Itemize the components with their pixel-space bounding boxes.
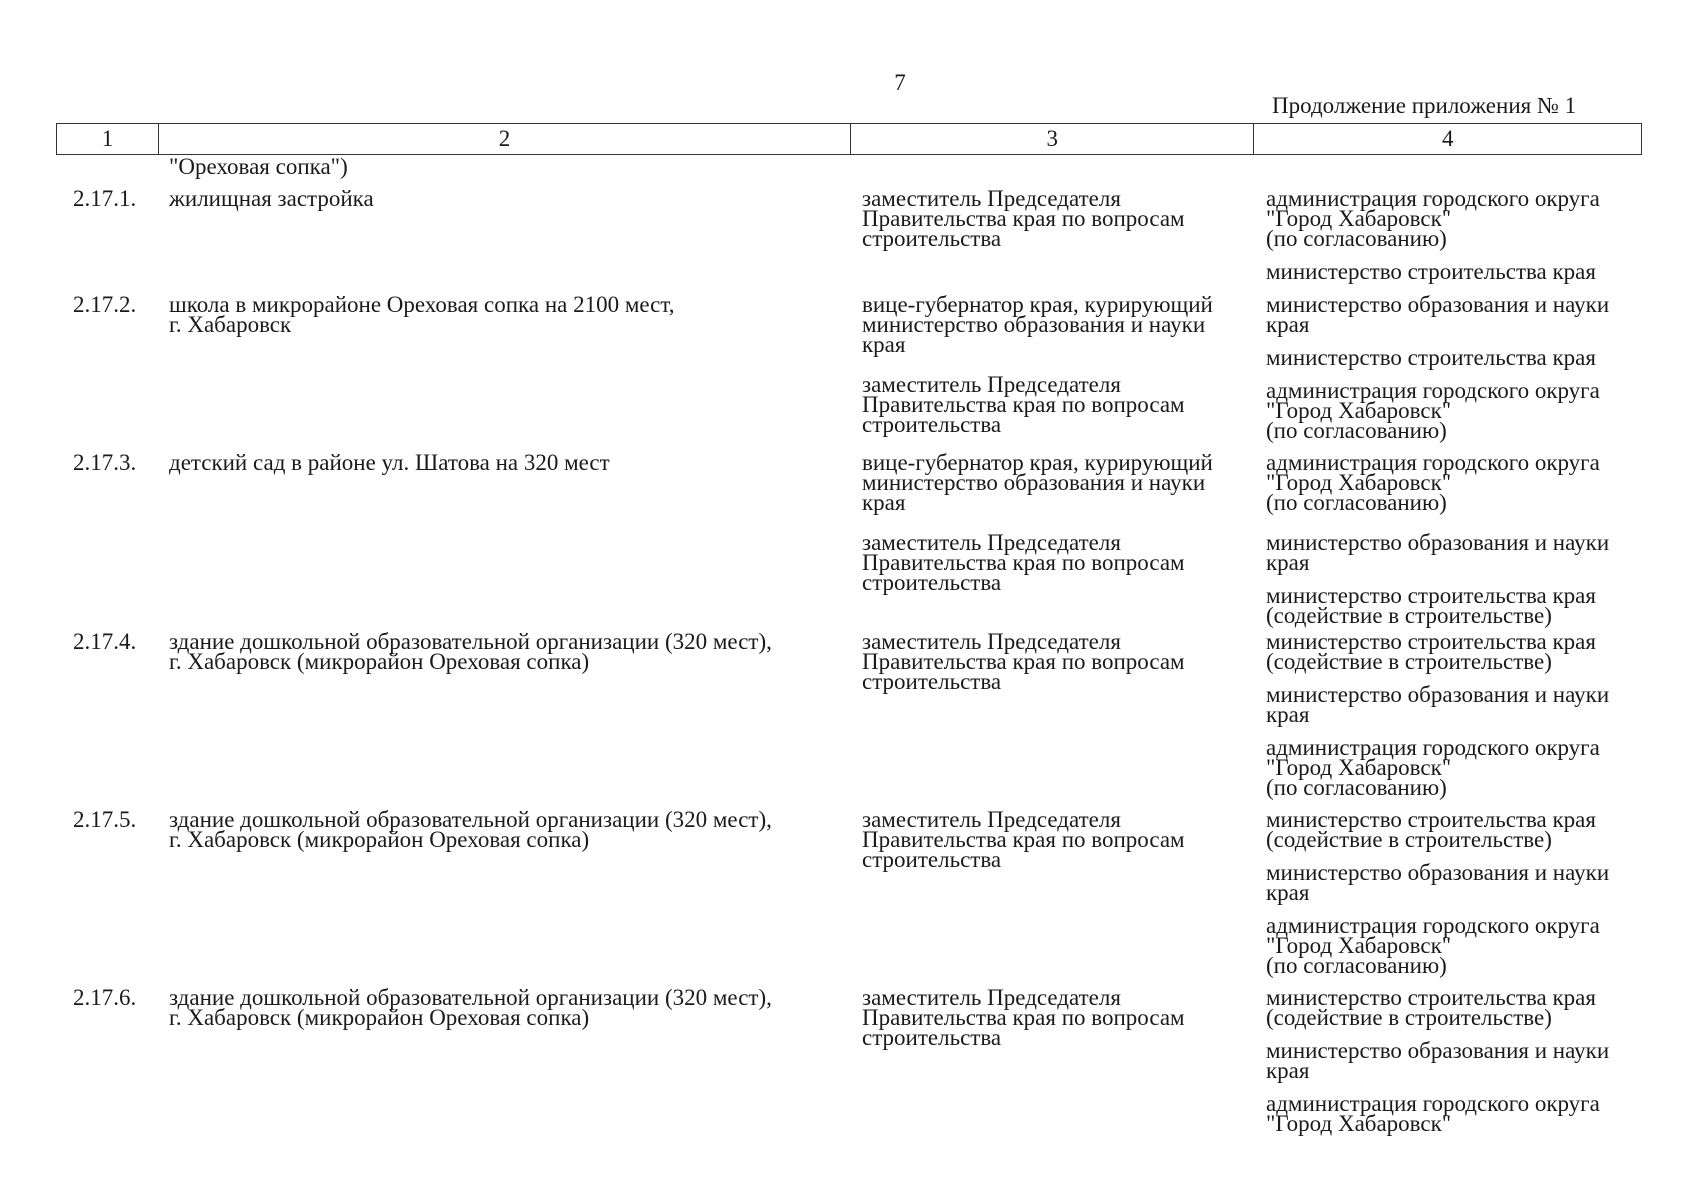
item-name-line: здание дошкольной образовательной организации (320 мест),: [169, 807, 772, 832]
header-col-2: 2: [159, 124, 851, 154]
executor-line: администрация городского округа: [1266, 378, 1600, 403]
item-name-line: г. Хабаровск (микрорайон Ореховая сопка): [169, 827, 590, 852]
responsible-line: края: [862, 332, 906, 357]
responsible-line: строительства: [862, 226, 1002, 251]
row-number: 2.17.1.: [73, 186, 137, 211]
page-number: 7: [894, 70, 906, 95]
executor-line: министерство строительства края: [1266, 807, 1596, 832]
responsible-line: строительства: [862, 1025, 1002, 1050]
executor-line: министерство образования и науки: [1266, 530, 1610, 555]
executor-line: "Город Хабаровск": [1266, 206, 1452, 231]
item-name-line: детский сад в районе ул. Шатова на 320 мест: [169, 450, 610, 475]
item-name-line: здание дошкольной образовательной организации (320 мест),: [169, 629, 772, 654]
executor-line: края: [1266, 550, 1310, 575]
responsible-line: министерство образования и науки: [862, 312, 1206, 337]
header-col-3: 3: [851, 124, 1254, 154]
executor-line: администрация городского округа: [1266, 913, 1600, 938]
executor-line: "Город Хабаровск": [1266, 398, 1452, 423]
executor-line: края: [1266, 1058, 1310, 1083]
executor-line: края: [1266, 312, 1310, 337]
executor-line: администрация городского округа: [1266, 450, 1600, 475]
item-name-line: школа в микрорайоне Ореховая сопка на 2100 мест,: [169, 292, 675, 317]
responsible-line: Правительства края по вопросам: [862, 827, 1185, 852]
item-name-line: г. Хабаровск: [169, 312, 292, 337]
appendix-continuation-label: Продолжение приложения № 1: [1272, 93, 1577, 118]
responsible-line: заместитель Председателя: [862, 530, 1121, 555]
executor-line: "Город Хабаровск": [1266, 755, 1452, 780]
executor-line: министерство строительства края: [1266, 345, 1596, 370]
executor-line: (содействие в строительстве): [1266, 603, 1552, 628]
executor-line: (по согласованию): [1266, 226, 1447, 251]
responsible-line: вице-губернатор края, курирующий: [862, 292, 1213, 317]
responsible-line: министерство образования и науки: [862, 470, 1206, 495]
responsible-line: строительства: [862, 669, 1002, 694]
executor-line: министерство строительства края: [1266, 985, 1596, 1010]
responsible-line: строительства: [862, 412, 1002, 437]
executor-line: министерство строительства края: [1266, 259, 1596, 284]
row-number: 2.17.2.: [73, 292, 137, 317]
responsible-line: заместитель Председателя: [862, 372, 1121, 397]
executor-line: "Город Хабаровск": [1266, 470, 1452, 495]
row-number: 2.17.4.: [73, 629, 137, 654]
item-name-line: жилищная застройка: [169, 186, 374, 211]
carryover-text: "Ореховая сопка"): [169, 154, 348, 179]
executor-line: "Город Хабаровск": [1266, 933, 1452, 958]
responsible-line: заместитель Председателя: [862, 807, 1121, 832]
responsible-line: края: [862, 490, 906, 515]
executor-line: края: [1266, 702, 1310, 727]
header-col-4: 4: [1441, 126, 1454, 151]
responsible-line: Правительства края по вопросам: [862, 206, 1185, 231]
executor-line: (содействие в строительстве): [1266, 1005, 1552, 1030]
executor-line: администрация городского округа: [1266, 186, 1600, 211]
executor-line: министерство образования и науки: [1266, 1038, 1610, 1063]
item-name-line: г. Хабаровск (микрорайон Ореховая сопка): [169, 1005, 590, 1030]
row-number: 2.17.5.: [73, 807, 137, 832]
responsible-line: Правительства края по вопросам: [862, 550, 1185, 575]
responsible-line: Правительства края по вопросам: [862, 649, 1185, 674]
executor-line: министерство образования и науки: [1266, 292, 1610, 317]
header-col-1: 1: [57, 124, 159, 154]
executor-line: (по согласованию): [1266, 953, 1447, 978]
executor-line: края: [1266, 880, 1310, 905]
responsible-line: строительства: [862, 570, 1002, 595]
row-number: 2.17.3.: [73, 450, 137, 475]
executor-line: министерство строительства края: [1266, 629, 1596, 654]
executor-line: (содействие в строительстве): [1266, 649, 1552, 674]
executor-line: "Город Хабаровск": [1266, 1111, 1452, 1136]
responsible-line: Правительства края по вопросам: [862, 1005, 1185, 1030]
executor-line: министерство образования и науки: [1266, 860, 1610, 885]
table-header-row: [56, 123, 1642, 155]
executor-line: (по согласованию): [1266, 775, 1447, 800]
executor-line: администрация городского округа: [1266, 1091, 1600, 1116]
executor-line: (по согласованию): [1266, 418, 1447, 443]
executor-line: министерство образования и науки: [1266, 682, 1610, 707]
responsible-line: заместитель Председателя: [862, 629, 1121, 654]
item-name-line: здание дошкольной образовательной организации (320 мест),: [169, 985, 772, 1010]
responsible-line: строительства: [862, 847, 1002, 872]
responsible-line: вице-губернатор края, курирующий: [862, 450, 1213, 475]
responsible-line: Правительства края по вопросам: [862, 392, 1185, 417]
responsible-line: заместитель Председателя: [862, 186, 1121, 211]
executor-line: министерство строительства края: [1266, 583, 1596, 608]
executor-line: (содействие в строительстве): [1266, 827, 1552, 852]
responsible-line: заместитель Председателя: [862, 985, 1121, 1010]
executor-line: администрация городского округа: [1266, 735, 1600, 760]
row-number: 2.17.6.: [73, 985, 137, 1010]
executor-line: (по согласованию): [1266, 490, 1447, 515]
item-name-line: г. Хабаровск (микрорайон Ореховая сопка): [169, 649, 590, 674]
